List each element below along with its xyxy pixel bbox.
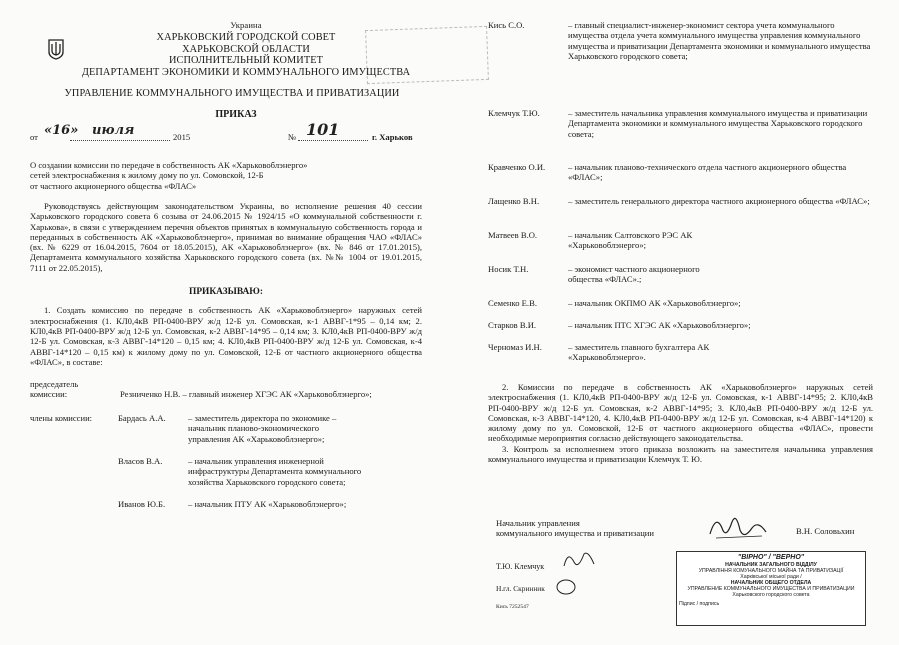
approval-line: Кись 7252547 — [496, 604, 529, 610]
member-row — [488, 298, 873, 320]
order-word: ПРИКАЗЫВАЮ: — [189, 287, 263, 298]
member-name: Бардась А.А. — [118, 413, 166, 424]
certification-stamp — [676, 551, 866, 626]
handwritten-signature — [706, 510, 770, 544]
approval-signature — [560, 548, 600, 572]
approval-line: Н.гл. Скринник — [496, 584, 545, 593]
member-name: Кись С.О. — [488, 20, 525, 30]
member-row — [488, 20, 873, 108]
subject-line: О создании комиссии по передаче в собственность АК «Харьковоблэнерго» — [30, 160, 308, 171]
date-number-line — [30, 120, 422, 146]
member-name: Кравченко О.И. — [488, 162, 546, 172]
number-label: № — [288, 132, 297, 143]
member-name: Семенко Е.В. — [488, 298, 537, 308]
council-name: ХАРЬКОВСКИЙ ГОРОДСКОЙ СОВЕТ — [156, 31, 336, 43]
administration-name: УПРАВЛЕНИЕ КОММУНАЛЬНОГО ИМУЩЕСТВА И ПРИВАТИЗАЦИИ — [64, 87, 400, 99]
member-desc: – заместитель главного бухгалтера АК «Харьковоблэнерго». — [568, 342, 710, 363]
subject-line: от частного акционерного общества «ФЛАС» — [30, 180, 197, 191]
country-name: Украина — [230, 20, 262, 30]
point-2: 2. Комиссии по передаче в собственность АК «Харьковоблэнерго» наружных сетей электроснабжения (1. КЛ0,4кВ РП-0400-ВРУ ж/д 12-Б ул. Сомовская, к-1 АВВГ-14*95; 2. КЛ0,4кВ РП-0400-ВРУ ж/д 12-Б ул. Сомовская, к-2 АВВГ-14*95; 3. КЛ0,4кВ РП-0400-ВРУ ж/д 12-Б ул. Сомовская, к-3 АВВГ-14*120, 4. КЛ0,4кВ РП-0400-ВРУ ж/д 12-Б ул. Сомовская, к-4 АВВГ-14*120) к жилому дому по ул. Сомовской, 12-Б от частного акционерного общества «ФЛАС», провести необходимые мероприятия согласно действующего законодательства. — [488, 382, 873, 444]
member-name: Черномаз И.Н. — [488, 342, 542, 352]
member-desc: – начальник управления инженерной инфраструктуры Департамента коммунального хозяйства Харьковского городского совета; — [188, 456, 362, 487]
chair-label: председатель — [30, 379, 79, 390]
chair-text: Резниченко Н.В. – главный инженер ХГЭС АК «Харьковоблэнерго»; — [120, 389, 372, 400]
stamp-line: НАЧАЛЬНИК ОБЩЕГО ОТДЕЛА — [730, 580, 812, 586]
members-left — [30, 413, 422, 509]
signature-title-line: Начальник управления — [496, 518, 580, 528]
member-row — [118, 499, 422, 509]
member-name: Матвеев В.О. — [488, 230, 538, 240]
members-label: члены комиссии: — [30, 413, 93, 424]
approval-line: Т.Ю. Клемчук — [496, 562, 545, 571]
stamp-line: Підпис / подпись — [679, 601, 720, 607]
subject-line: сетей электроснабжения к жилому дому по ул. Сомовской, 12-Б — [30, 170, 264, 181]
member-name: Иванов Ю.Б. — [118, 498, 166, 509]
department-name: ДЕПАРТАМЕНТ ЭКОНОМИКИ И КОММУНАЛЬНОГО ИМУЩЕСТВА — [81, 67, 411, 79]
preamble: Руководствуясь действующим законодательством Украины, во исполнение решения 40 сессии Харьковского городского совета 6 созыва от 24.06.2015 № 1924/15 «О коммунальной собственности г. Харькова», в связи с утверждением перечня объектов принятых в коммунальную собственность города и переданных в собственность АК «Харьковоблэнерго», принимая во внимание обращения ЧАО «ФЛАС» (вх. № 6229 от 16.04.2015, 7604 от 18.05.2015), АК «Харьковоблэнерго» (вх. № 846 от 17.01.2015), Департамента коммунального хозяйства Харьковского городского совета (вх. №№ 1004 от 19.01.2015, 7111 от 22.05.2015), — [30, 200, 422, 273]
approval-signature — [552, 576, 582, 598]
date-from-label: от — [30, 132, 38, 143]
member-row — [488, 264, 873, 298]
member-desc: – начальник ПТУ АК «Харьковоблэнерго»; — [188, 498, 347, 509]
committee-name: ИСПОЛНИТЕЛЬНЫЙ КОМИТЕТ — [169, 55, 323, 67]
member-desc: – начальник ПТС ХГЭС АК «Харьковоблэнерго»; — [568, 320, 751, 330]
signature-title-line: коммунального имущества и приватизации — [496, 528, 654, 539]
date-year: 2015 — [173, 132, 191, 143]
point-3: 3. Контроль за исполнением этого приказа возложить на заместителя начальника управления коммунального имущества и приватизации Клемчук Т. Ю. — [488, 443, 873, 465]
member-row — [488, 342, 873, 382]
point-1: 1. Создать комиссию по передаче в собственность АК «Харьковоблэнерго» наружных сетей электроснабжения (1. КЛ0,4кВ РП-0400-ВРУ ж/д 12-Б ул. Сомовская, к-1 АВВГ-1*95 – 0,14 км; 2. КЛ0,4кВ РП-0400-ВРУ ж/д 12-Б ул. Сомовская, к-2 АВВГ-14*95 – 0,14 км; 3. КЛ0,4кВ РП-0400-ВРУ ж/д 12-Б ул. Сомовская, к-3 АВВГ-14*120 – 0,15 км; 4. КЛ0,4кВ РП-0400-ВРУ ж/д 12-Б ул. Сомовская, к-4 АВВГ-14*120 – 0,15 км) к жилому дому по ул. Сомовской, 12-Б от частного акционерного общества «ФЛАС», в составе: — [30, 305, 422, 367]
chair-block — [30, 379, 422, 403]
signature-title — [496, 518, 654, 539]
stamp-line: "ВІРНО" / "ВЕРНО" — [737, 554, 805, 561]
stamp-line: Харківської міської ради / — [740, 574, 802, 580]
order-number: 101 — [306, 120, 340, 140]
member-row — [488, 162, 873, 196]
signatory-name: В.Н. Соловьхин — [796, 526, 855, 536]
member-row — [488, 108, 873, 162]
member-row — [488, 230, 873, 264]
stamp-line: Харьковского городского совета — [732, 592, 810, 598]
stamp-line: УПРАВЛІННЯ КОМУНАЛЬНОГО МАЙНА ТА ПРИВАТИЗАЦІЇ — [698, 568, 844, 574]
member-desc: – заместитель директора по экономике – начальник планово-экономического управления АК «Харьковоблэнерго»; — [188, 413, 337, 444]
member-name: Лащенко В.Н. — [488, 196, 540, 206]
left-column — [30, 20, 422, 509]
subject — [30, 160, 422, 191]
city-name: г. Харьков — [372, 132, 413, 143]
member-desc: – заместитель генерального директора частного акционерного общества «ФЛАС»; — [568, 196, 870, 206]
member-name: Носик Т.Н. — [488, 264, 529, 274]
member-name: Старков В.И. — [488, 320, 537, 330]
document-type: ПРИКАЗ — [215, 108, 257, 120]
member-desc: – главный специалист-инженер-экономист сектора учета коммунального имущества отдела учета коммунального имущества управления коммунального имущества и приватизации Департамента экономики и коммунального имущества Харьковского городского совета; — [568, 20, 871, 61]
member-desc: – заместитель начальника управления коммунального имущества и приватизации Департамента экономики и коммунального имущества Харьковского городского совета; — [568, 108, 868, 139]
date-month: июля — [92, 123, 135, 139]
member-desc: – начальник ОКПМО АК «Харьковоблэнерго»; — [568, 298, 741, 308]
stamp-line: НАЧАЛЬНИК ЗАГАЛЬНОГО ВІДДІЛУ — [725, 562, 817, 568]
chair-label: комиссии: — [30, 389, 68, 400]
member-row — [118, 456, 422, 487]
right-column — [488, 20, 873, 464]
member-row — [118, 413, 422, 444]
member-row — [488, 320, 873, 342]
date-day: «16» — [44, 123, 79, 139]
member-name: Власов В.А. — [118, 456, 163, 467]
member-desc: – начальник Салтовского РЭС АК «Харьковоблэнерго»; — [568, 230, 693, 251]
member-row — [488, 196, 873, 230]
stamp-line: УПРАВЛЕНИЕ КОММУНАЛЬНОГО ИМУЩЕСТВА И ПРИВАТИЗАЦИИ — [687, 586, 855, 592]
member-name: Клемчук Т.Ю. — [488, 108, 540, 118]
member-desc: – экономист частного акционерного общества «ФЛАС».; — [568, 264, 700, 285]
member-desc: – начальник планово-технического отдела частного акционерного общества «ФЛАС»; — [568, 162, 847, 183]
region-name: ХАРЬКОВСКОЙ ОБЛАСТИ — [182, 43, 310, 55]
